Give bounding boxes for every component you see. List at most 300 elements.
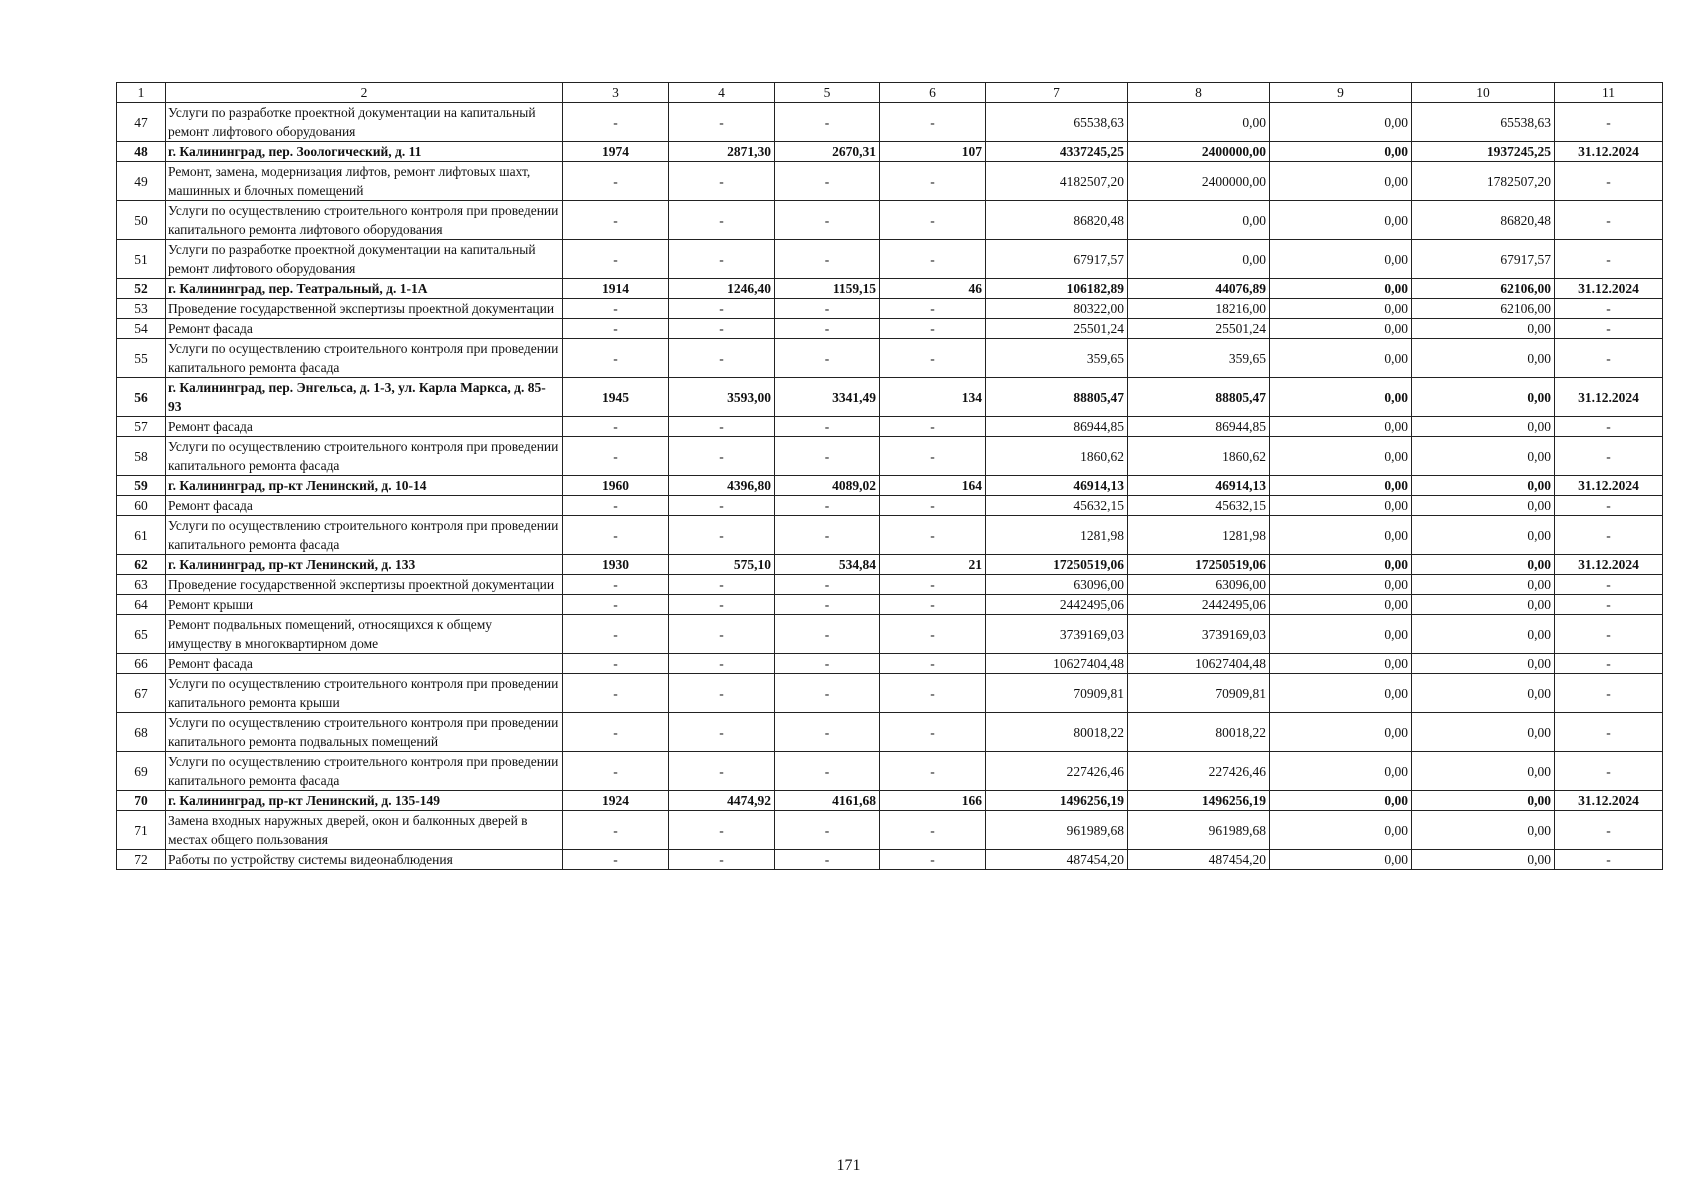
deadline-cell: - (1555, 654, 1663, 674)
table-row (117, 103, 1663, 142)
deadline-cell: - (1555, 713, 1663, 752)
table-row (117, 417, 1663, 437)
year-cell: 1930 (563, 555, 669, 575)
column-header: 6 (880, 83, 986, 103)
living-area-cell: - (775, 575, 880, 595)
total-area-cell: - (669, 752, 775, 791)
deadline-cell: - (1555, 752, 1663, 791)
budget-cost-cell: 0,00 (1270, 654, 1412, 674)
fund-cost-cell: 3739169,03 (1128, 615, 1270, 654)
budget-cost-cell: 0,00 (1270, 162, 1412, 201)
residents-cell: - (880, 437, 986, 476)
row-number-cell: 66 (117, 654, 166, 674)
living-area-cell: - (775, 496, 880, 516)
budget-cost-cell: 0,00 (1270, 713, 1412, 752)
table-row (117, 654, 1663, 674)
living-area-cell: - (775, 299, 880, 319)
living-area-cell: - (775, 752, 880, 791)
row-number-cell: 50 (117, 201, 166, 240)
total-cost-cell: 487454,20 (986, 850, 1128, 870)
fund-cost-cell: 88805,47 (1128, 378, 1270, 417)
other-cost-cell: 0,00 (1412, 378, 1555, 417)
table-row (117, 240, 1663, 279)
living-area-cell: - (775, 339, 880, 378)
work-name-cell: г. Калининград, пр-кт Ленинский, д. 135-149 (166, 791, 563, 811)
fund-cost-cell: 45632,15 (1128, 496, 1270, 516)
deadline-cell: - (1555, 417, 1663, 437)
work-name-cell: г. Калининград, пер. Театральный, д. 1-1А (166, 279, 563, 299)
other-cost-cell: 0,00 (1412, 674, 1555, 713)
total-cost-cell: 4337245,25 (986, 142, 1128, 162)
data-table (116, 82, 1663, 870)
other-cost-cell: 0,00 (1412, 496, 1555, 516)
row-number-cell: 48 (117, 142, 166, 162)
table-row (117, 575, 1663, 595)
year-cell: 1924 (563, 791, 669, 811)
budget-cost-cell: 0,00 (1270, 850, 1412, 870)
other-cost-cell: 0,00 (1412, 555, 1555, 575)
work-name-cell: Услуги по разработке проектной документации на капитальный ремонт лифтового оборудования (166, 240, 563, 279)
table-row (117, 319, 1663, 339)
fund-cost-cell: 1860,62 (1128, 437, 1270, 476)
residents-cell: 21 (880, 555, 986, 575)
year-cell: - (563, 752, 669, 791)
table-row (117, 713, 1663, 752)
deadline-cell: - (1555, 240, 1663, 279)
other-cost-cell: 0,00 (1412, 339, 1555, 378)
residents-cell: - (880, 575, 986, 595)
other-cost-cell: 62106,00 (1412, 279, 1555, 299)
work-name-cell: Услуги по осуществлению строительного контроля при проведении капитального ремонта фасада (166, 437, 563, 476)
deadline-cell: - (1555, 299, 1663, 319)
living-area-cell: - (775, 240, 880, 279)
fund-cost-cell: 1281,98 (1128, 516, 1270, 555)
total-cost-cell: 106182,89 (986, 279, 1128, 299)
address-row (117, 279, 1663, 299)
work-name-cell: г. Калининград, пер. Энгельса, д. 1-3, ул. Карла Маркса, д. 85-93 (166, 378, 563, 417)
deadline-cell: 31.12.2024 (1555, 476, 1663, 496)
residents-cell: - (880, 516, 986, 555)
budget-cost-cell: 0,00 (1270, 299, 1412, 319)
work-name-cell: Ремонт крыши (166, 595, 563, 615)
budget-cost-cell: 0,00 (1270, 279, 1412, 299)
other-cost-cell: 0,00 (1412, 811, 1555, 850)
table-row (117, 850, 1663, 870)
residents-cell: 46 (880, 279, 986, 299)
total-cost-cell: 65538,63 (986, 103, 1128, 142)
fund-cost-cell: 359,65 (1128, 339, 1270, 378)
other-cost-cell: 0,00 (1412, 791, 1555, 811)
year-cell: - (563, 437, 669, 476)
other-cost-cell: 1782507,20 (1412, 162, 1555, 201)
table-row (117, 615, 1663, 654)
residents-cell: - (880, 811, 986, 850)
budget-cost-cell: 0,00 (1270, 142, 1412, 162)
fund-cost-cell: 86944,85 (1128, 417, 1270, 437)
work-name-cell: Услуги по разработке проектной документации на капитальный ремонт лифтового оборудования (166, 103, 563, 142)
work-name-cell: Услуги по осуществлению строительного контроля при проведении капитального ремонта лифтового оборудования (166, 201, 563, 240)
total-cost-cell: 86944,85 (986, 417, 1128, 437)
column-header: 2 (166, 83, 563, 103)
other-cost-cell: 62106,00 (1412, 299, 1555, 319)
total-cost-cell: 67917,57 (986, 240, 1128, 279)
row-number-cell: 62 (117, 555, 166, 575)
row-number-cell: 63 (117, 575, 166, 595)
total-cost-cell: 63096,00 (986, 575, 1128, 595)
work-name-cell: Ремонт фасада (166, 319, 563, 339)
budget-cost-cell: 0,00 (1270, 378, 1412, 417)
work-name-cell: Ремонт фасада (166, 654, 563, 674)
table-row (117, 752, 1663, 791)
total-area-cell: - (669, 654, 775, 674)
deadline-cell: - (1555, 595, 1663, 615)
total-cost-cell: 86820,48 (986, 201, 1128, 240)
other-cost-cell: 0,00 (1412, 417, 1555, 437)
year-cell: - (563, 201, 669, 240)
total-area-cell: - (669, 417, 775, 437)
other-cost-cell: 0,00 (1412, 476, 1555, 496)
other-cost-cell: 0,00 (1412, 595, 1555, 615)
residents-cell: - (880, 654, 986, 674)
living-area-cell: - (775, 417, 880, 437)
work-name-cell: Услуги по осуществлению строительного контроля при проведении капитального ремонта крыши (166, 674, 563, 713)
living-area-cell: - (775, 201, 880, 240)
year-cell: - (563, 299, 669, 319)
total-cost-cell: 1281,98 (986, 516, 1128, 555)
residents-cell: - (880, 201, 986, 240)
deadline-cell: 31.12.2024 (1555, 555, 1663, 575)
total-area-cell: 4474,92 (669, 791, 775, 811)
budget-cost-cell: 0,00 (1270, 240, 1412, 279)
residents-cell: - (880, 103, 986, 142)
table-row (117, 496, 1663, 516)
deadline-cell: - (1555, 103, 1663, 142)
table-row (117, 595, 1663, 615)
deadline-cell: - (1555, 437, 1663, 476)
total-area-cell: 3593,00 (669, 378, 775, 417)
deadline-cell: - (1555, 811, 1663, 850)
table-row (117, 299, 1663, 319)
total-area-cell: - (669, 299, 775, 319)
residents-cell: - (880, 850, 986, 870)
deadline-cell: - (1555, 319, 1663, 339)
residents-cell: - (880, 299, 986, 319)
table-row (117, 437, 1663, 476)
total-area-cell: 4396,80 (669, 476, 775, 496)
year-cell: - (563, 654, 669, 674)
living-area-cell: - (775, 615, 880, 654)
table-row (117, 674, 1663, 713)
total-area-cell: - (669, 240, 775, 279)
row-number-cell: 69 (117, 752, 166, 791)
work-name-cell: Проведение государственной экспертизы проектной документации (166, 575, 563, 595)
work-name-cell: Услуги по осуществлению строительного контроля при проведении капитального ремонта фасада (166, 516, 563, 555)
row-number-cell: 70 (117, 791, 166, 811)
row-number-cell: 51 (117, 240, 166, 279)
row-number-cell: 49 (117, 162, 166, 201)
column-header: 5 (775, 83, 880, 103)
total-area-cell: - (669, 339, 775, 378)
residents-cell: - (880, 339, 986, 378)
other-cost-cell: 0,00 (1412, 437, 1555, 476)
year-cell: - (563, 240, 669, 279)
other-cost-cell: 1937245,25 (1412, 142, 1555, 162)
budget-cost-cell: 0,00 (1270, 811, 1412, 850)
total-area-cell: - (669, 674, 775, 713)
total-cost-cell: 3739169,03 (986, 615, 1128, 654)
work-name-cell: Услуги по осуществлению строительного контроля при проведении капитального ремонта подвальных помещений (166, 713, 563, 752)
other-cost-cell: 67917,57 (1412, 240, 1555, 279)
deadline-cell: - (1555, 201, 1663, 240)
budget-cost-cell: 0,00 (1270, 575, 1412, 595)
year-cell: - (563, 575, 669, 595)
budget-cost-cell: 0,00 (1270, 339, 1412, 378)
total-area-cell: - (669, 201, 775, 240)
fund-cost-cell: 227426,46 (1128, 752, 1270, 791)
year-cell: - (563, 713, 669, 752)
total-cost-cell: 80018,22 (986, 713, 1128, 752)
year-cell: - (563, 162, 669, 201)
page-number: 171 (836, 1157, 861, 1174)
year-cell: - (563, 319, 669, 339)
year-cell: - (563, 103, 669, 142)
living-area-cell: - (775, 674, 880, 713)
work-name-cell: Проведение государственной экспертизы проектной документации (166, 299, 563, 319)
other-cost-cell: 86820,48 (1412, 201, 1555, 240)
work-name-cell: Ремонт фасада (166, 417, 563, 437)
residents-cell: - (880, 595, 986, 615)
address-row (117, 555, 1663, 575)
fund-cost-cell: 25501,24 (1128, 319, 1270, 339)
budget-cost-cell: 0,00 (1270, 417, 1412, 437)
work-name-cell: Ремонт фасада (166, 496, 563, 516)
total-cost-cell: 10627404,48 (986, 654, 1128, 674)
total-cost-cell: 45632,15 (986, 496, 1128, 516)
total-area-cell: - (669, 850, 775, 870)
budget-cost-cell: 0,00 (1270, 319, 1412, 339)
total-cost-cell: 1860,62 (986, 437, 1128, 476)
total-cost-cell: 961989,68 (986, 811, 1128, 850)
address-row (117, 378, 1663, 417)
living-area-cell: - (775, 595, 880, 615)
work-name-cell: г. Калининград, пр-кт Ленинский, д. 133 (166, 555, 563, 575)
work-name-cell: Ремонт подвальных помещений, относящихся к общему имуществу в многоквартирном доме (166, 615, 563, 654)
residents-cell: - (880, 713, 986, 752)
deadline-cell: - (1555, 516, 1663, 555)
residents-cell: 134 (880, 378, 986, 417)
address-row (117, 476, 1663, 496)
fund-cost-cell: 63096,00 (1128, 575, 1270, 595)
year-cell: 1974 (563, 142, 669, 162)
other-cost-cell: 0,00 (1412, 850, 1555, 870)
header-row (117, 83, 1663, 103)
work-name-cell: Работы по устройству системы видеонаблюдения (166, 850, 563, 870)
residents-cell: 164 (880, 476, 986, 496)
table-row (117, 201, 1663, 240)
deadline-cell: - (1555, 496, 1663, 516)
fund-cost-cell: 17250519,06 (1128, 555, 1270, 575)
row-number-cell: 61 (117, 516, 166, 555)
budget-cost-cell: 0,00 (1270, 674, 1412, 713)
deadline-cell: - (1555, 162, 1663, 201)
living-area-cell: 4089,02 (775, 476, 880, 496)
living-area-cell: 4161,68 (775, 791, 880, 811)
deadline-cell: - (1555, 575, 1663, 595)
year-cell: - (563, 516, 669, 555)
total-cost-cell: 4182507,20 (986, 162, 1128, 201)
total-area-cell: 1246,40 (669, 279, 775, 299)
living-area-cell: - (775, 850, 880, 870)
total-area-cell: - (669, 437, 775, 476)
fund-cost-cell: 80018,22 (1128, 713, 1270, 752)
table-row (117, 162, 1663, 201)
deadline-cell: 31.12.2024 (1555, 378, 1663, 417)
total-area-cell: - (669, 162, 775, 201)
table-body (117, 83, 1663, 870)
living-area-cell: - (775, 713, 880, 752)
work-name-cell: Ремонт, замена, модернизация лифтов, ремонт лифтовых шахт, машинных и блочных помещений (166, 162, 563, 201)
other-cost-cell: 0,00 (1412, 654, 1555, 674)
work-name-cell: г. Калининград, пр-кт Ленинский, д. 10-14 (166, 476, 563, 496)
year-cell: 1914 (563, 279, 669, 299)
residents-cell: 166 (880, 791, 986, 811)
living-area-cell: - (775, 103, 880, 142)
year-cell: - (563, 850, 669, 870)
table-row (117, 339, 1663, 378)
deadline-cell: - (1555, 615, 1663, 654)
living-area-cell: - (775, 516, 880, 555)
deadline-cell: - (1555, 674, 1663, 713)
row-number-cell: 54 (117, 319, 166, 339)
fund-cost-cell: 2442495,06 (1128, 595, 1270, 615)
total-area-cell: - (669, 575, 775, 595)
residents-cell: - (880, 417, 986, 437)
total-cost-cell: 1496256,19 (986, 791, 1128, 811)
address-row (117, 791, 1663, 811)
total-area-cell: - (669, 516, 775, 555)
year-cell: - (563, 595, 669, 615)
total-area-cell: - (669, 595, 775, 615)
living-area-cell: - (775, 654, 880, 674)
deadline-cell: - (1555, 850, 1663, 870)
living-area-cell: 2670,31 (775, 142, 880, 162)
row-number-cell: 56 (117, 378, 166, 417)
residents-cell: - (880, 674, 986, 713)
budget-cost-cell: 0,00 (1270, 476, 1412, 496)
row-number-cell: 68 (117, 713, 166, 752)
deadline-cell: 31.12.2024 (1555, 791, 1663, 811)
column-header: 10 (1412, 83, 1555, 103)
fund-cost-cell: 1496256,19 (1128, 791, 1270, 811)
fund-cost-cell: 70909,81 (1128, 674, 1270, 713)
total-area-cell: - (669, 496, 775, 516)
year-cell: 1945 (563, 378, 669, 417)
address-row (117, 142, 1663, 162)
fund-cost-cell: 961989,68 (1128, 811, 1270, 850)
residents-cell: 107 (880, 142, 986, 162)
year-cell: - (563, 496, 669, 516)
living-area-cell: - (775, 162, 880, 201)
row-number-cell: 67 (117, 674, 166, 713)
total-area-cell: - (669, 103, 775, 142)
work-name-cell: Замена входных наружных дверей, окон и балконных дверей в местах общего пользования (166, 811, 563, 850)
total-cost-cell: 17250519,06 (986, 555, 1128, 575)
column-header: 1 (117, 83, 166, 103)
other-cost-cell: 0,00 (1412, 752, 1555, 791)
column-header: 4 (669, 83, 775, 103)
year-cell: - (563, 674, 669, 713)
column-header: 11 (1555, 83, 1663, 103)
total-cost-cell: 46914,13 (986, 476, 1128, 496)
year-cell: - (563, 339, 669, 378)
row-number-cell: 55 (117, 339, 166, 378)
total-cost-cell: 88805,47 (986, 378, 1128, 417)
budget-cost-cell: 0,00 (1270, 103, 1412, 142)
row-number-cell: 58 (117, 437, 166, 476)
deadline-cell: - (1555, 339, 1663, 378)
fund-cost-cell: 18216,00 (1128, 299, 1270, 319)
deadline-cell: 31.12.2024 (1555, 279, 1663, 299)
residents-cell: - (880, 162, 986, 201)
total-area-cell: - (669, 319, 775, 339)
other-cost-cell: 0,00 (1412, 516, 1555, 555)
year-cell: - (563, 811, 669, 850)
residents-cell: - (880, 752, 986, 791)
total-cost-cell: 227426,46 (986, 752, 1128, 791)
other-cost-cell: 0,00 (1412, 615, 1555, 654)
other-cost-cell: 0,00 (1412, 575, 1555, 595)
budget-cost-cell: 0,00 (1270, 791, 1412, 811)
total-cost-cell: 25501,24 (986, 319, 1128, 339)
year-cell: - (563, 615, 669, 654)
fund-cost-cell: 487454,20 (1128, 850, 1270, 870)
row-number-cell: 64 (117, 595, 166, 615)
column-header: 9 (1270, 83, 1412, 103)
total-area-cell: - (669, 713, 775, 752)
fund-cost-cell: 10627404,48 (1128, 654, 1270, 674)
fund-cost-cell: 0,00 (1128, 201, 1270, 240)
living-area-cell: 3341,49 (775, 378, 880, 417)
living-area-cell: 534,84 (775, 555, 880, 575)
other-cost-cell: 65538,63 (1412, 103, 1555, 142)
year-cell: - (563, 417, 669, 437)
budget-cost-cell: 0,00 (1270, 615, 1412, 654)
total-cost-cell: 80322,00 (986, 299, 1128, 319)
fund-cost-cell: 46914,13 (1128, 476, 1270, 496)
residents-cell: - (880, 240, 986, 279)
work-name-cell: Услуги по осуществлению строительного контроля при проведении капитального ремонта фасада (166, 339, 563, 378)
fund-cost-cell: 2400000,00 (1128, 162, 1270, 201)
residents-cell: - (880, 615, 986, 654)
total-area-cell: 575,10 (669, 555, 775, 575)
total-area-cell: - (669, 811, 775, 850)
budget-cost-cell: 0,00 (1270, 752, 1412, 791)
budget-cost-cell: 0,00 (1270, 516, 1412, 555)
column-header: 8 (1128, 83, 1270, 103)
other-cost-cell: 0,00 (1412, 319, 1555, 339)
table-row (117, 811, 1663, 850)
residents-cell: - (880, 319, 986, 339)
fund-cost-cell: 0,00 (1128, 240, 1270, 279)
row-number-cell: 53 (117, 299, 166, 319)
budget-cost-cell: 0,00 (1270, 201, 1412, 240)
living-area-cell: - (775, 437, 880, 476)
living-area-cell: 1159,15 (775, 279, 880, 299)
budget-cost-cell: 0,00 (1270, 555, 1412, 575)
row-number-cell: 52 (117, 279, 166, 299)
row-number-cell: 72 (117, 850, 166, 870)
budget-cost-cell: 0,00 (1270, 496, 1412, 516)
